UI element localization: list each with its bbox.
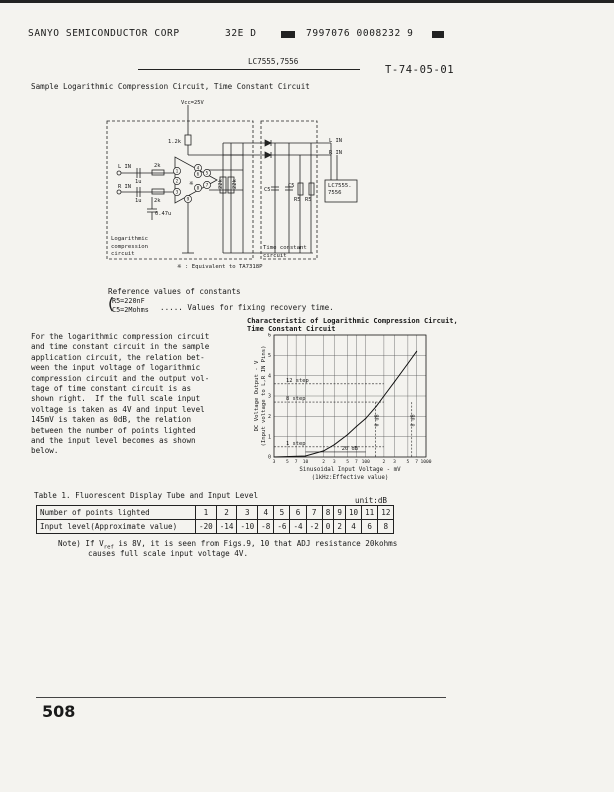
x-axis-label-2: (1kHz:Effective value) [311, 475, 389, 481]
pin-2: 2 [175, 179, 179, 185]
x-tick-label: 3 [332, 460, 336, 465]
x-tick-label: 2 [322, 460, 326, 465]
pin-1: 1 [175, 169, 179, 175]
x-tick-label: 5 [346, 460, 350, 465]
cell: 2 [334, 520, 346, 534]
r-pullup-label: 1.2k [168, 139, 181, 145]
ref-values-brace: ( [106, 294, 116, 313]
cell: 8 [378, 520, 394, 534]
x-tick-label: 1000 [420, 460, 432, 465]
r-in2-label: 2k [154, 198, 161, 204]
pin-3: 3 [175, 190, 179, 196]
cell: -14 [216, 520, 237, 534]
header-rule [138, 69, 360, 70]
vline-label: 8 dB [410, 414, 417, 427]
section-title: Sample Logarithmic Compression Circuit, Time Constant Circuit [31, 82, 310, 91]
ic-mark: ※ [189, 181, 194, 187]
x-tick-label: 7 [294, 460, 298, 465]
ref-desc: ..... Values for fixing recovery time. [160, 303, 334, 312]
x-tick-label: 7 [415, 460, 419, 465]
ref-line-label: 1 step [286, 440, 306, 447]
cell: 5 [274, 506, 290, 520]
header-code-2: 7997076 0008232 9 [306, 28, 414, 39]
x-tick-label: 2 [382, 460, 386, 465]
pin-8: 8 [196, 186, 200, 192]
cell: -2 [306, 520, 322, 534]
doc-code: T-74-05-01 [385, 64, 455, 76]
r5-label-1: R5 [294, 197, 301, 203]
y-tick-label: 5 [267, 352, 271, 359]
x-tick-label: 5 [406, 460, 410, 465]
x-tick-label: 7 [355, 460, 358, 465]
r5-label-2: R5 [305, 197, 312, 203]
data-point [356, 426, 357, 427]
circuit-footnote: ※ : Equivalent to TA7318P [177, 264, 263, 270]
x-tick-label: 3 [393, 460, 396, 465]
cell: 7 [306, 506, 322, 520]
y-tick-label: 1 [267, 434, 271, 441]
cell: 2 [216, 506, 237, 520]
ic-name-label: LC7555. 7556 [328, 183, 352, 196]
x-tick-label: 3 [272, 460, 276, 465]
cell: 3 [237, 506, 258, 520]
y-axis-label: DC Voltage Output - V [254, 360, 260, 432]
row1-label: Number of points lighted [37, 506, 196, 520]
cell: 1 [196, 506, 217, 520]
x-tick-label: 10 [302, 460, 309, 465]
cell: 10 [345, 506, 361, 520]
page-number: 508 [42, 702, 76, 721]
ref-line-label: 8 step [286, 396, 306, 403]
chart [246, 333, 446, 493]
chart-subtitle: Time Constant Circuit [247, 325, 336, 333]
c5-label-2: C5 [288, 183, 295, 189]
pin-6: 6 [196, 172, 200, 178]
barcode-block-2 [432, 31, 444, 38]
l-in-label: L IN [118, 164, 131, 170]
r-in1-label: 2k [154, 163, 161, 169]
cell: 12 [378, 506, 394, 520]
pin-9: 9 [186, 197, 190, 203]
cell: -6 [274, 520, 290, 534]
data-point [376, 406, 377, 407]
cell: 9 [334, 506, 346, 520]
vcc-label: Vcc=25V [181, 100, 204, 106]
pin-5: 5 [205, 171, 209, 177]
y-axis-label-2: (Input voltage to L,R IN Pins) [261, 345, 267, 447]
description-paragraph: For the logarithmic compression circuit and time constant circuit in the sample application circuit, the relation bet- ween the input voltage of logarithmic compression circuit and the output vol- tage of time constant circuit is as shown right. If the full scale input voltage is taken as 4V and input level 145mV is taken as 0dB, the relation between the number of points lighted and the input level becomes as shown below. [31, 332, 210, 456]
x-tick-label: 100 [361, 460, 370, 465]
c5-label-1: C5 [264, 187, 271, 193]
data-point [407, 363, 408, 364]
data-point [334, 444, 335, 445]
cell: -20 [196, 520, 217, 534]
data-point [383, 396, 384, 397]
vline-label: 0 dB [374, 414, 381, 427]
note-line-2: causes full scale input voltage 4V. [88, 549, 249, 558]
cell: 4 [258, 506, 274, 520]
barcode-block-1 [281, 31, 295, 38]
ref-line-label: 12 step [286, 377, 309, 384]
cell: 6 [290, 506, 306, 520]
data-point [394, 381, 395, 382]
table-unit: unit:dB [355, 496, 388, 505]
data-table [36, 505, 394, 534]
log-compression-label: Logarithmic compression circuit [111, 236, 149, 257]
data-point [305, 455, 306, 456]
cell: -8 [258, 520, 274, 534]
header-code-1: 32E D [225, 28, 257, 39]
ref-c5: C5=2Mohms [112, 306, 149, 314]
cell: 11 [362, 506, 378, 520]
y-tick-label: 0 [267, 454, 271, 461]
cell: 8 [322, 506, 334, 520]
ref-values-title: Reference values of constants [108, 287, 241, 296]
pin-7: 7 [205, 183, 209, 189]
note-prefix: Note) If V [58, 539, 104, 548]
ic-triangle [175, 157, 217, 203]
data-point [416, 351, 417, 352]
res-a-label: 22k [218, 179, 224, 189]
r-in-label: R IN [118, 184, 131, 190]
data-point [347, 434, 348, 435]
bottom-rule [36, 697, 446, 698]
data-point [365, 418, 366, 419]
table-title: Table 1. Fluorescent Display Tube and Input Level [34, 491, 259, 500]
cell: 0 [322, 520, 334, 534]
out-r-label: R IN [329, 150, 342, 156]
c-in2-label: 1u [135, 198, 142, 204]
note-body: is 8V, it is seen from Figs.9, 10 that ADJ resistance 20kohms [113, 539, 398, 548]
cell: -10 [237, 520, 258, 534]
y-tick-label: 6 [267, 333, 271, 339]
table-row-points [37, 506, 394, 520]
data-point [274, 457, 275, 458]
x-tick-label: 5 [285, 460, 289, 465]
time-constant-label: Time constant circuit [263, 245, 307, 259]
cell: 6 [362, 520, 378, 534]
company-name: SANYO SEMICONDUCTOR CORP [28, 28, 180, 39]
data-point [323, 450, 324, 451]
x-axis-label: Sinusoidal Input Voltage - mV [299, 467, 401, 473]
row2-label: Input level(Approximate value) [37, 520, 196, 534]
ref-r5: R5=220nF [112, 297, 145, 305]
out-l-label: L IN [329, 138, 342, 144]
c-in1-label: 1u [135, 179, 142, 185]
chart-title: Characteristic of Logarithmic Compression Circuit, [247, 317, 458, 325]
cell: 4 [345, 520, 361, 534]
note-subscript: ref [103, 544, 114, 551]
y-tick-label: 4 [267, 373, 271, 380]
annotation-label: 20 dB [341, 445, 359, 452]
y-tick-label: 3 [267, 393, 271, 400]
pin-4: 4 [196, 166, 200, 172]
cap-047-label: 0.47u [155, 211, 172, 217]
top-border [0, 0, 614, 3]
cell: -4 [290, 520, 306, 534]
res-b-label: 22k [232, 179, 238, 189]
table-row-levels [37, 520, 394, 534]
y-tick-label: 2 [267, 413, 271, 420]
part-number: LC7555,7556 [248, 57, 299, 66]
